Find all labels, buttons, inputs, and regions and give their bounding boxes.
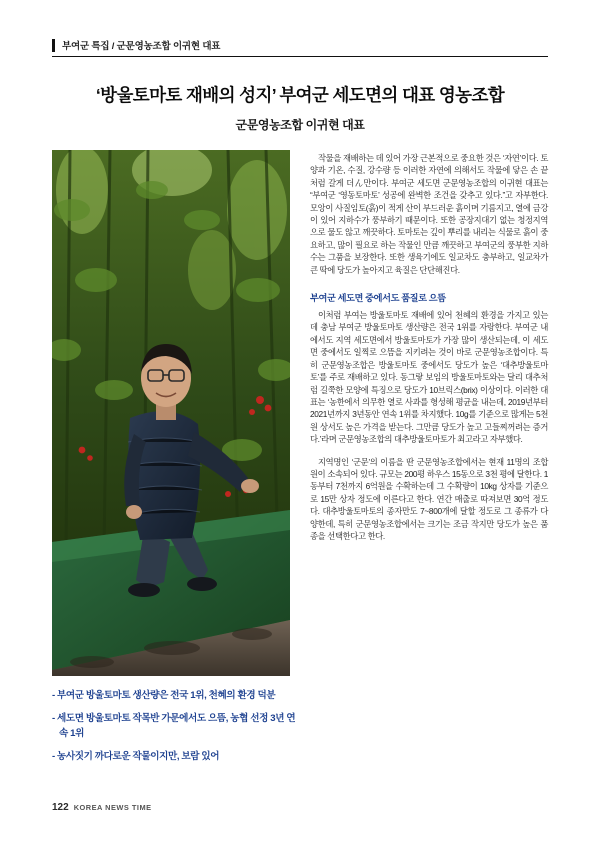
section-heading: 부여군 세도면 중에서도 품질로 으뜸 [310, 293, 446, 304]
caption-item: - 세도면 방울토마토 작목반 가문에서도 으뜸, 농협 선정 3년 연속 1위 [52, 712, 296, 739]
page-title: ‘방울토마토 재배의 성지’ 부여군 세도면의 대표 영농조합 [95, 85, 505, 105]
caption-item: - 부여군 방울토마토 생산량은 전국 1위, 천혜의 환경 덕분 [52, 690, 276, 701]
body-paragraph: 지역명인 ‘군문’의 이름을 딴 군문영농조합에서는 현재 11명의 조합원이 소속되어 있다. 규모는 200평 하우스 15동으로 3천 평에 달한다. 1동부터 7천까지 6억원을 수확하는데 그 수확량이 10kg 상자를 기준으로 15만 상자 정도에 이른다고 한다. 연간 매출로 따져보면 30억 정도다. 대추방울토마토의 종자만도 7~800개에 달할 정도로 그 종류가 다양한데, 특히 군문영농조합에서는 크기는 조금 작지만 당도가 높은 품종을 선택한다고 한다. [310, 456, 548, 541]
page-footer [52, 802, 152, 813]
photo-illustration [52, 150, 290, 676]
body-paragraph: 이처럼 부여는 방울토마토 재배에 있어 천혜의 환경을 가지고 있는데 충남 부여군 방울토마토 생산량은 전국 1위를 자랑한다. 부여군 내에서도 지역 세도면에서 방울토마토가 가장 많이 생산되는데, 이 세도면 중에서도 일찍로 으뜸을 지키려는 것이 바로 군문영농조합이다. 특히 군문영농조합은 방울토마토 중에서도 당도가 높은 ‘대추방울토마토’를 주로 재배하고 있다. 동그랗 보임의 방울토마토와는 달리 대추처럼 길쭉한 모양에 특징으로 당도가 10브릭스(brix) 이상이다. 이러한 대표는 ‘농한에서 의무한 열로 사과를 형성해 평균을 내는데, 2019년부터 2021년까지 3년동안 연속 1위를 차지했다. 10g를 기준으로 많게는 5천원 상서도 높은 가격을 받는다. 그만큼 당도가 높고 고들찌꺼려는 증거다.’라며 군문영농조합의 대추방울토마토가 최고라고 자부했다. [310, 310, 548, 445]
header-divider [52, 56, 548, 57]
page-subtitle: 군문영농조합 이귀현 대표 [235, 118, 365, 132]
article-body [310, 152, 548, 552]
article-photo [52, 150, 290, 676]
body-paragraph: 작물을 재배하는 데 있어 가장 근본적으로 중요한 것은 ‘자연’이다. 토양과 기온, 수질, 강수량 등 이러한 자연에 의해서도 작물에 닿은 손 끝처럼 갈게 더ん만이다. 부여군 세도면 군문영농조합의 이귀현 대표는 “부여군 ‘영동토마토’ 성공에 완벽한 조건을 갖추고 있다.”고 자부한다. 모앙이 사질임토(흙)이 적게 산이 부드러운 흙이며 기름지고, 열에 금강이 있어 지하수가 풍부하기 때문이다. 또한 공장지대기 없는 청정지역으로 물도 않고 깨끗하다. 토마토는 깊이 뿌리를 내리는 식물로 흙이 중요하고, 많이 필요로 하는 작물인 만큼 깨끗하고 부여군의 풍부한 지하수는 그품을 보장한다. 또한 생육기에도 일교차도 충부하고, 일교차가 큰 딱에 당도가 높아지고 육질은 단단해진다. [310, 153, 548, 275]
kicker [52, 38, 552, 52]
kicker-text: 부여군 특집 / 군문영농조합 이귀현 대표 [62, 41, 221, 52]
publication-name: KOREA NEWS TIME [73, 803, 152, 812]
kicker-bar-icon [52, 39, 55, 52]
page-number: 122 [52, 802, 69, 813]
photo-caption [52, 688, 296, 771]
caption-item: - 농사짓기 까다로운 작물이지만, 보람 있어 [52, 750, 220, 762]
